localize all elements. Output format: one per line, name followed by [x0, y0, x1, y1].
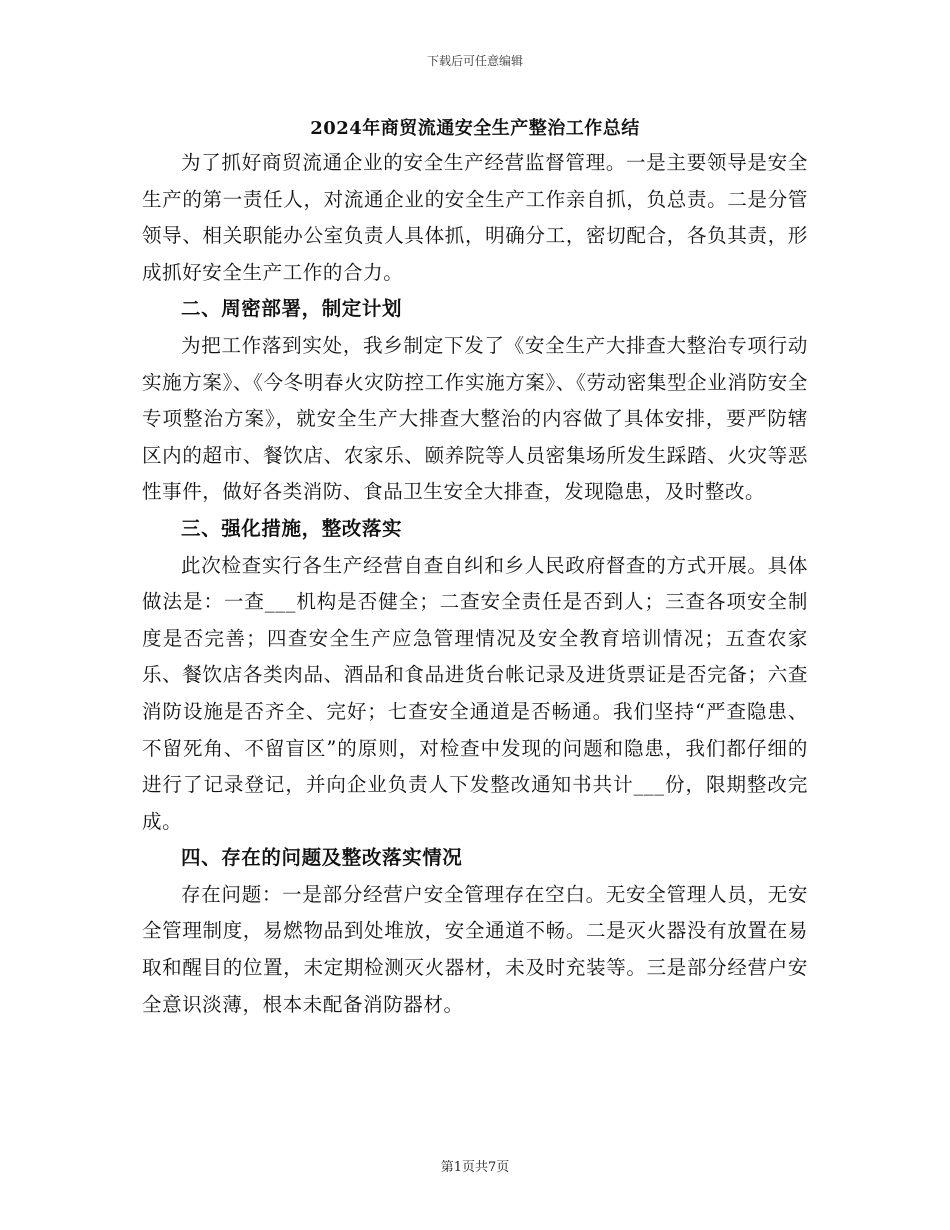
section-heading-4: 四、存在的问题及整改落实情况 [181, 846, 463, 870]
header-note: 下载后可任意编辑 [426, 54, 523, 68]
page-number: 第1页共7页 [440, 1160, 510, 1175]
intro-paragraph: 为了抓好商贸流通企业的安全生产经营监督管理。一是主要领导是安全生产的第一责任人，对流通企业的安全生产工作亲自抓，负总责。二是分管领导、相关职能办公室负责人具体抓，明确分工，密切配合，各负其责，形成抓好安全生产工作的合力。 [142, 151, 808, 284]
section-heading-3: 三、强化措施，整改落实 [181, 516, 403, 540]
section-heading-2: 二、周密部署，制定计划 [181, 297, 403, 321]
section-4-paragraph: 存在问题：一是部分经营户安全管理存在空白。无安全管理人员，无安全管理制度，易燃物品到处堆放，安全通道不畅。二是灭火器没有放置在易取和醒目的位置，未定期检测灭火器材，未及时充装等。三是部分经营户安全意识淡薄，根本未配备消防器材。 [142, 882, 808, 1016]
document-title: 2024年商贸流通安全生产整治工作总结 [310, 118, 640, 139]
section-3-paragraph: 此次检查实行各生产经营自查自纠和乡人民政府督查的方式开展。具体做法是：一查___机构是否健全；二查安全责任是否到人；三查各项安全制度是否完善；四查安全生产应急管理情况及安全教育培训情况；五查农家乐、餐饮店各类肉品、酒品和食品进货台帐记录及进货票证是否完备；六查消防设施是否齐全、完好；七查安全通道是否畅通。我们坚持“严查隐患、不留死角、不留盲区”的原则，对检查中发现的问题和隐患，我们都仔细的进行了记录登记，并向企业负责人下发整改通知书共计___份，限期整改完成。 [142, 553, 808, 833]
document-body [142, 145, 808, 1023]
section-2-paragraph: 为把工作落到实处，我乡制定下发了《安全生产大排查大整治专项行动实施方案》、《今冬明春火灾防控工作实施方案》、《劳动密集型企业消防安全专项整治方案》，就安全生产大排查大整治的内容做了具体安排，要严防辖区内的超市、餐饮店、农家乐、颐养院等人员密集场所发生踩踏、火灾等恶性事件，做好各类消防、食品卫生安全大排查，发现隐患，及时整改。 [142, 333, 808, 504]
